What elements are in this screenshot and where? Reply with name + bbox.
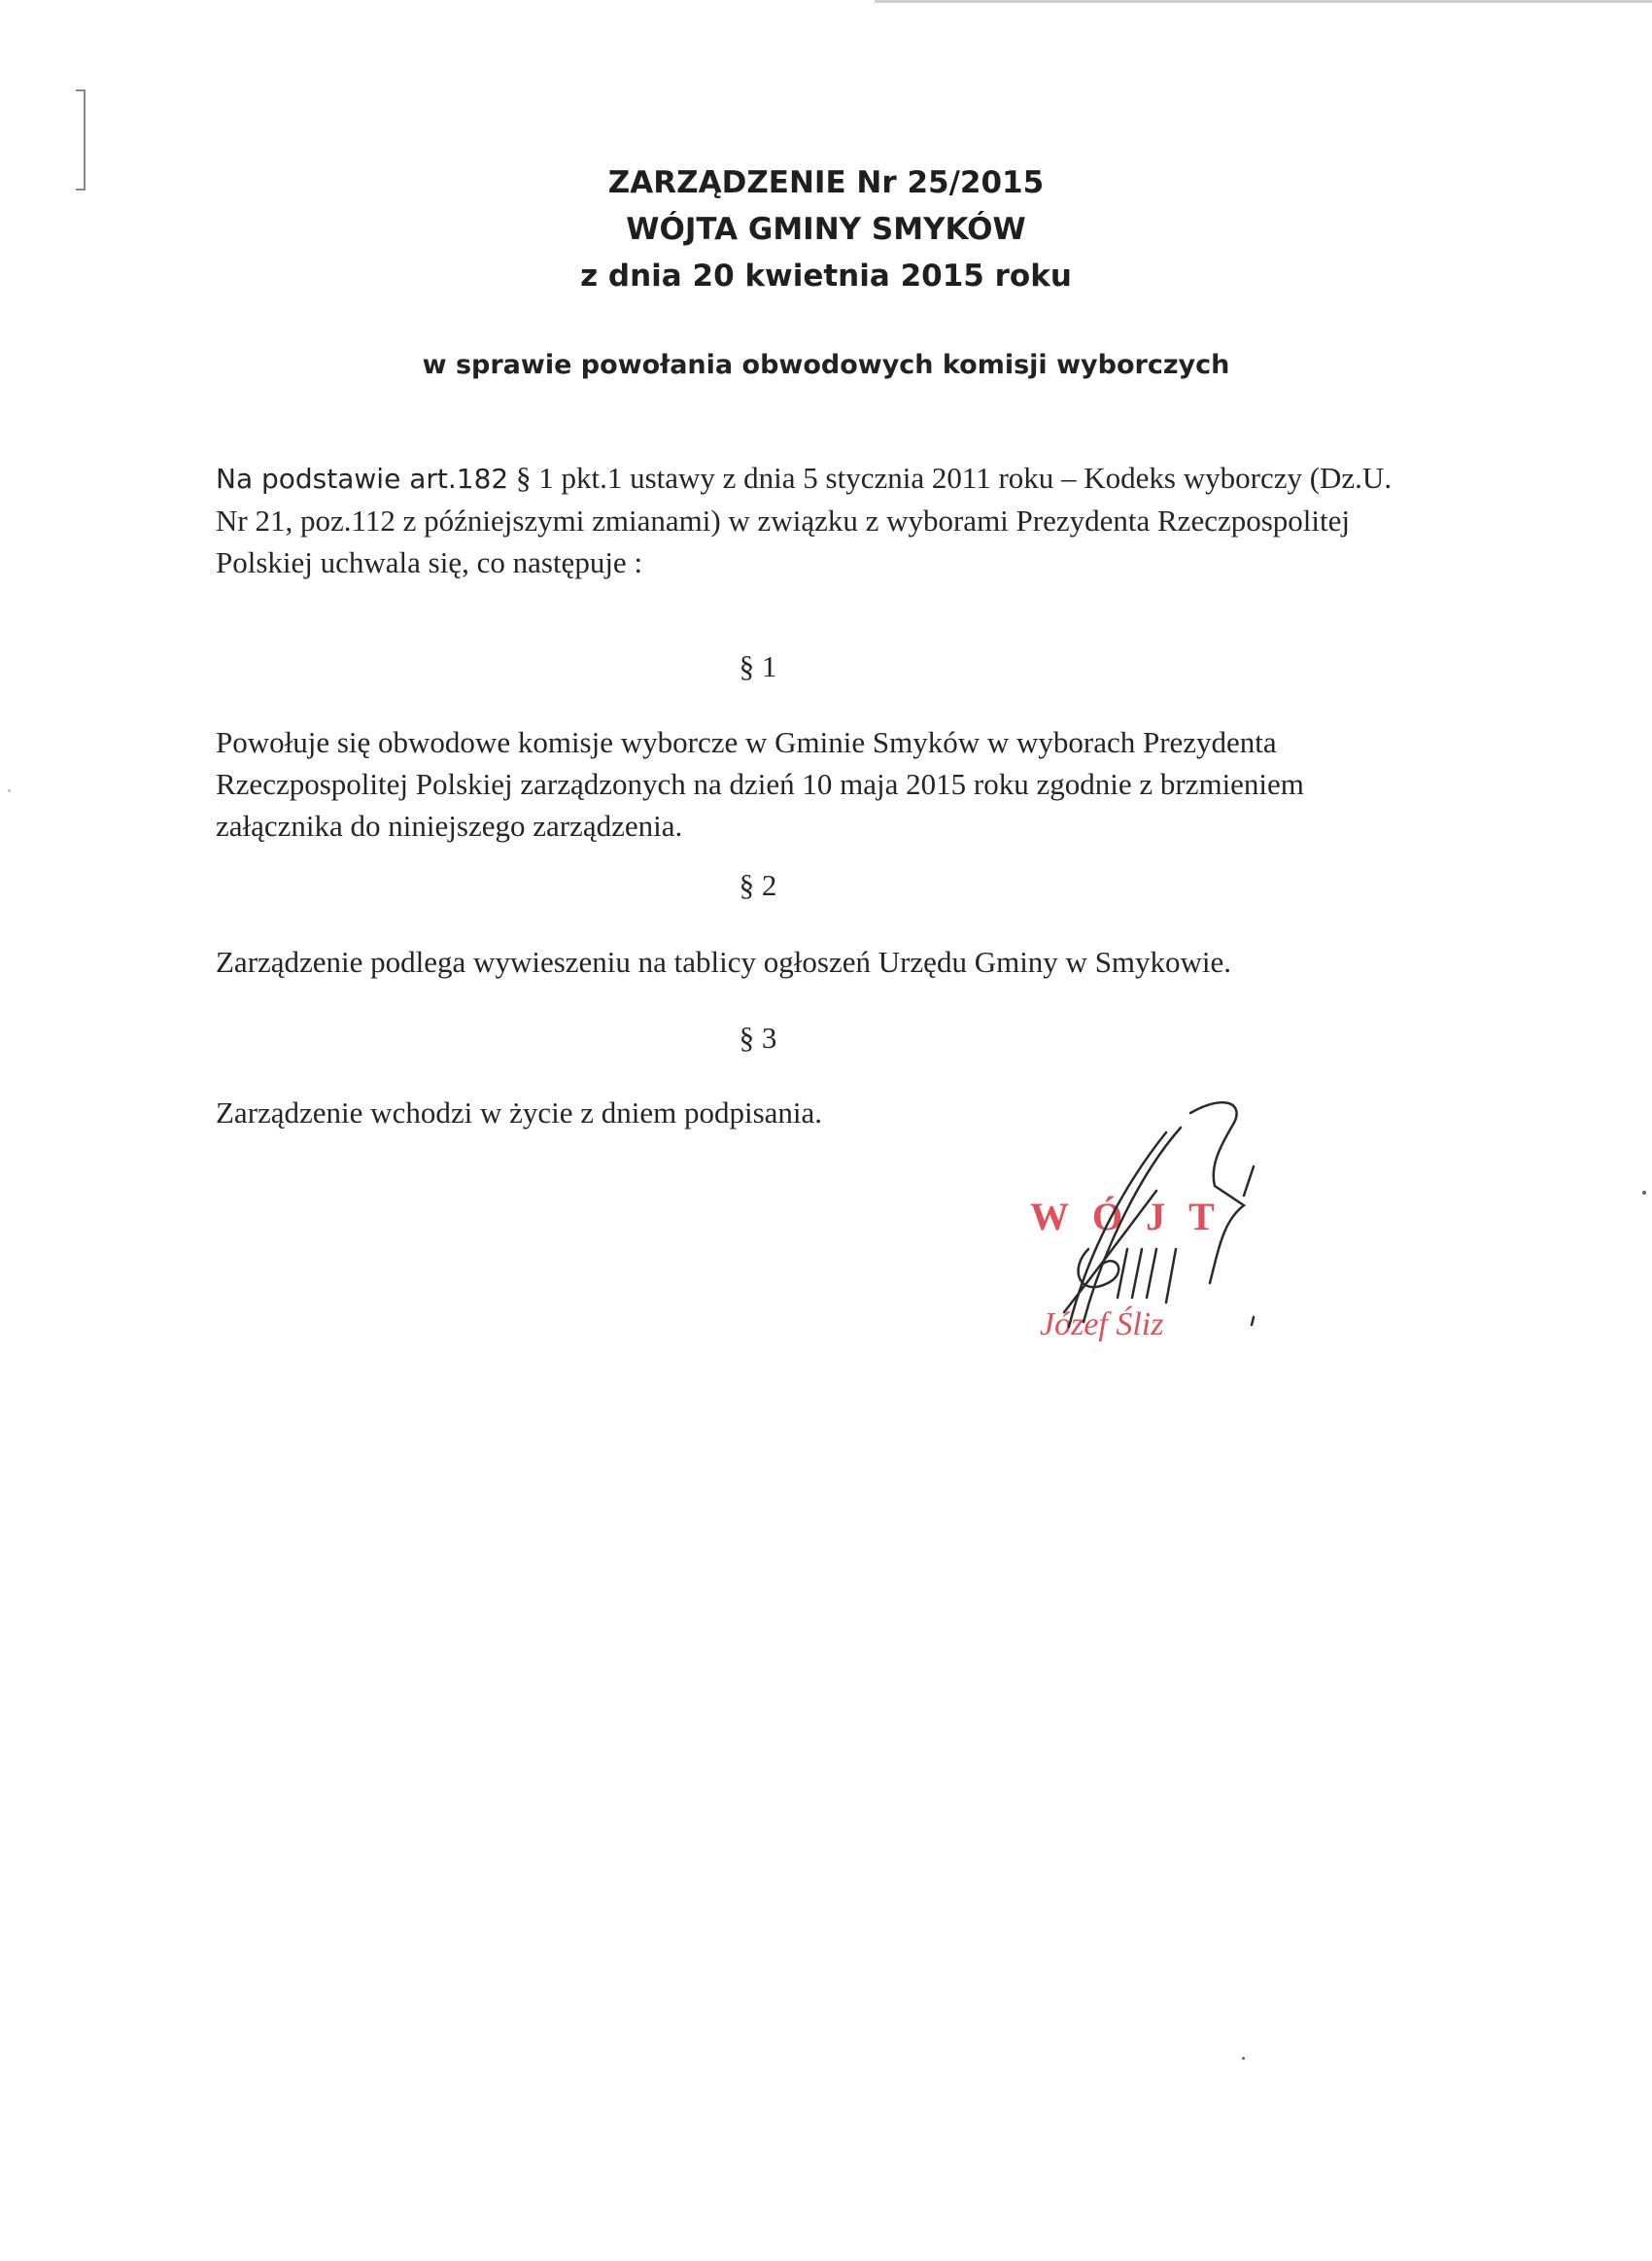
section-2-marker: § 2 (739, 868, 777, 902)
scan-speck (1642, 1191, 1646, 1195)
heading-date: z dnia 20 kwietnia 2015 roku (580, 259, 1072, 294)
heading-issuer: WÓJTA GMINY SMYKÓW (626, 212, 1026, 247)
section-1-text: Powołuje się obwodowe komisje wyborcze w Gminie Smyków w wyborach Prezydenta Rzeczpospolitej Polskiej zarządzonych na dzień 10 maja 2015 roku zgodnie z brzmieniem załącznika do niniejszego zarządzenia. (216, 725, 1304, 843)
section-2-text: Zarządzenie podlega wywieszeniu na tablicy ogłoszeń Urzędu Gminy w Smykowie. (216, 945, 1232, 979)
legal-basis-text: § 1 pkt.1 ustawy z dnia 5 stycznia 2011 roku – Kodeks wyborczy (Dz.U. Nr 21, poz.112 z późniejszymi zmianami) w związku z wyborami Prezydenta Rzeczpospolitej Polskiej uchwala się, co następuje : (216, 461, 1393, 579)
stamp-name: Józef Śliz (1040, 1306, 1164, 1342)
margin-bracket-mark (76, 89, 86, 191)
legal-basis-lead: Na podstawie art.182 (216, 463, 509, 495)
section-3-marker: § 3 (739, 1021, 777, 1055)
section-3-text: Zarządzenie wchodzi w życie z dniem podpisania. (216, 1096, 823, 1130)
scan-speck (8, 789, 11, 792)
scan-edge (875, 0, 1652, 3)
section-1-marker: § 1 (739, 649, 777, 683)
document-subject: w sprawie powołania obwodowych komisji wyborczych (422, 350, 1230, 380)
stamp-and-signature (1011, 1074, 1302, 1346)
scan-speck (1242, 2057, 1245, 2060)
heading-title: ZARZĄDZENIE Nr 25/2015 (607, 165, 1045, 200)
stamp-title: WÓJT (1030, 1195, 1238, 1238)
legal-basis-paragraph (216, 457, 1421, 583)
